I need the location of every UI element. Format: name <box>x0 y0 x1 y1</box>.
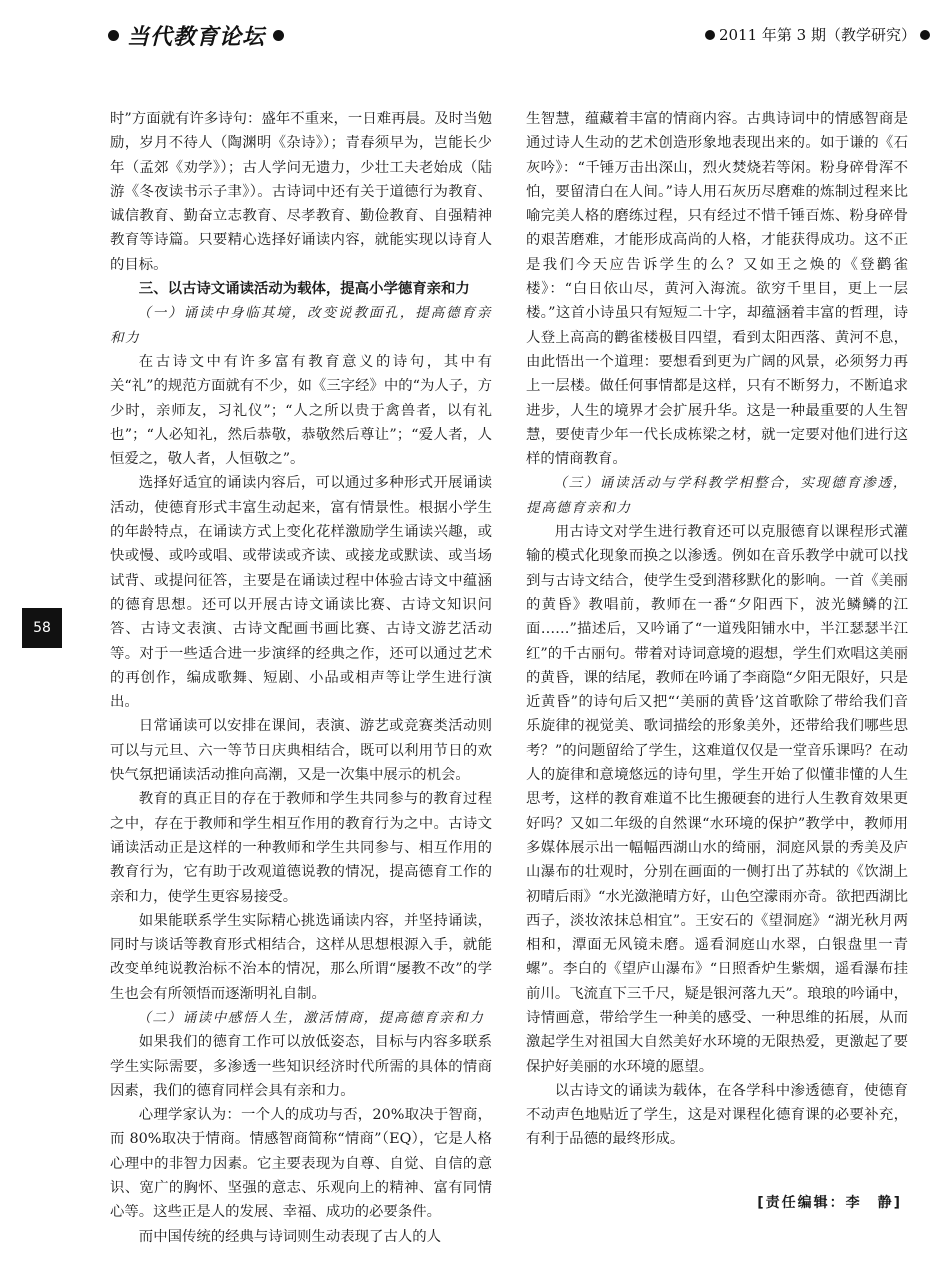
paragraph: 如果我们的德育工作可以放低姿态，目标与内容多联系学生实际需要，多渗透一些知识经济时代所需的具体的情商因素，我们的德育同样会具有亲和力。 <box>110 1034 492 1099</box>
paragraph: 在古诗文中有许多富有教育意义的诗句，其中有关“礼”的规范方面就有不少，如《三字经》中的“为人子，方少时，亲师友，习礼仪”；“人之所以贵于禽兽者，以有礼也”；“人必知礼，然后恭敬，恭敬然后尊让”；“爱人者，人恒爱之，敬人者，人恒敬之”。 <box>110 353 492 468</box>
right-column <box>526 107 908 1152</box>
section-heading: （三）诵读活动与学科教学相整合，实现德育渗透，提高德育亲和力 <box>526 475 908 516</box>
paragraph: 如果能联系学生实际精心挑选诵读内容，并坚持诵读，同时与谈话等教育形式相结合，这样从思想根源入手，就能改变单纯说教治标不治本的情况，那么所谓“屡教不改”的学生也会有所领悟而逐渐明礼自制。 <box>110 912 492 1002</box>
page-number: 58 <box>22 608 62 648</box>
paragraph: 时”方面就有许多诗句：盛年不重来，一日难再晨。及时当勉励，岁月不待人（陶渊明《杂诗》）；青春须早为，岂能长少年（孟郊《劝学》）；古人学问无遗力，少壮工夫老始成（陆游《冬夜读书示子聿》）。古诗词中还有关于道德行为教育、诚信教育、勤奋立志教育、尽孝教育、勤俭教育、自强精神教育等诗篇。只要精心选择好诵读内容，就能实现以诗育人的目标。 <box>110 111 492 273</box>
bullet-icon <box>705 30 715 40</box>
journal-header <box>108 20 284 50</box>
paragraph: 日常诵读可以安排在课间，表演、游艺或竞赛类活动则可以与元旦、六一等节日庆典相结合，既可以利用节日的欢快气氛把诵读活动推向高潮，又是一次集中展示的机会。 <box>110 718 492 784</box>
paragraph: 选择好适宜的诵读内容后，可以通过多种形式开展诵读活动，使德育形式丰富生动起来，富有情景性。根据小学生的年龄特点，在诵读方式上变化花样激励学生诵读兴趣，或快或慢、或吟或唱、或带读或齐读、或接龙或默读、或当场试背、或提问征答，主要是在诵读过程中体验古诗文中蕴涵的德育思想。还可以开展古诗文诵读比赛、古诗文知识问答、古诗文表演、古诗文配画书画比赛、古诗文游艺活动等。对于一些适合进一步演绎的经典之作，还可以通过艺术的再创作，编成歌舞、短剧、小品或相声等让学生进行演出。 <box>110 475 492 711</box>
editor-note: [责任编辑：李 静] <box>757 1195 902 1211</box>
paragraph: 生智慧，蕴藏着丰富的情商内容。古典诗词中的情感智商是通过诗人生动的艺术创造形象地表现出来的。如于谦的《石灰吟》：“千锤万击出深山，烈火焚烧若等闲。粉身碎骨浑不怕，要留清白在人间。”诗人用石灰历尽磨难的炼制过程来比喻完美人格的磨练过程，只有经过不惜千锤百炼、粉身碎骨的艰苦磨难，才能形成高尚的人格，才能获得成功。这不正是我们今天应告诉学生的么？又如王之焕的《登鹳雀楼》：“白日依山尽，黄河入海流。欲穷千里目，更上一层楼。”这首小诗虽只有短短二十字，却蕴涵着丰富的哲理，诗人登上高高的鹳雀楼极目四望，看到太阳西落、黄河不息，由此悟出一个道理：要想看到更为广阔的风景，必须努力再上一层楼。做任何事情都是这样，只有不断努力，不断追求进步，人生的境界才会扩展升华。这是一种最重要的人生智慧，要使青少年一代长成栋梁之材，就一定要对他们进行这样的情商教育。 <box>526 111 908 468</box>
bullet-icon <box>920 30 930 40</box>
bullet-icon <box>273 30 284 41</box>
issue-header <box>705 24 930 45</box>
paragraph: 用古诗文对学生进行教育还可以克服德育以课程形式灌输的模式化现象而换之以渗透。例如在音乐教学中就可以找到与古诗文结合，使学生受到潜移默化的影响。一首《美丽的黄昏》教唱前，教师在一番“夕阳西下，波光鳞鳞的江面……”描述后，又吟诵了“一道残阳铺水中，半江瑟瑟半江红”的千古丽句。带着对诗词意境的遐想，学生们欢唱这美丽的黄昏，课的结尾，教师在吟诵了李商隐“夕阳无限好，只是近黄昏”的诗句后又把“‘美丽的黄昏’这首歌除了带给我们音乐旋律的视觉美、歌词描绘的形象美外，还带给我们哪些思考？”的问题留给了学生，这难道仅仅是一堂音乐课吗？在动人的旋律和意境悠远的诗句里，学生开始了似懂非懂的人生思考，这样的教育难道不比生搬硬套的进行人生教育效果更好吗？又如二年级的自然课“水环境的保护”教学中，教师用多媒体展示出一幅幅西湖山水的绮丽，洞庭风景的秀美及庐山瀑布的壮观时，分别在画面的一侧打出了苏轼的《饮湖上初晴后雨》“水光潋滟晴方好，山色空濛雨亦奇。欲把西湖比西子，淡妆浓抹总相宜”。王安石的《望洞庭》“湖光秋月两相和，潭面无风镜未磨。遥看洞庭山水翠，白银盘里一青螺”。李白的《望庐山瀑布》“日照香炉生紫烟，遥看瀑布挂前川。飞流直下三千尺，疑是银河落九天”。琅琅的吟诵中，诗情画意，带给学生一种美的感受、一种思维的拓展，从而激起学生对祖国大自然美好水环境的无限热爱，更激起了要保护好美丽的水环境的愿望。 <box>526 524 908 1075</box>
paragraph: 教育的真正目的存在于教师和学生共同参与的教育过程之中，存在于教师和学生相互作用的教育行为之中。古诗文诵读活动正是这样的一种教师和学生共同参与、相互作用的教育行为，它有助于改观道德说教的情况，提高德育工作的亲和力，使学生更容易接受。 <box>110 791 492 905</box>
paragraph: 以古诗文的诵读为载体，在各学科中渗透德育，使德育不动声色地贴近了学生，这是对课程化德育课的必要补充，有利于品德的最终形成。 <box>526 1082 908 1148</box>
journal-name: 当代教育论坛 <box>127 23 266 50</box>
paragraph: 心理学家认为：一个人的成功与否，20%取决于智商，而 80%取决于情商。情感智商简称“情商”（EQ），它是人格心理中的非智力因素。它主要表现为自尊、自觉、自信的意识、宽广的胸怀、坚强的意志、乐观向上的精神、富有同情心等。这些正是人的发展、幸福、成功的必要条件。 <box>110 1107 492 1221</box>
section-heading: 三、以古诗文诵读活动为载体，提高小学德育亲和力 <box>138 281 470 298</box>
left-column <box>110 107 492 1249</box>
section-heading: （一）诵读中身临其境，改变说教面孔，提高德育亲和力 <box>110 305 492 346</box>
bullet-icon <box>108 30 119 41</box>
issue-label: 2011 年第 3 期（教学研究） <box>718 26 916 44</box>
section-heading: （二）诵读中感悟人生，激活情商，提高德育亲和力 <box>137 1009 485 1026</box>
paragraph: 而中国传统的经典与诗词则生动表现了古人的人 <box>138 1228 442 1245</box>
